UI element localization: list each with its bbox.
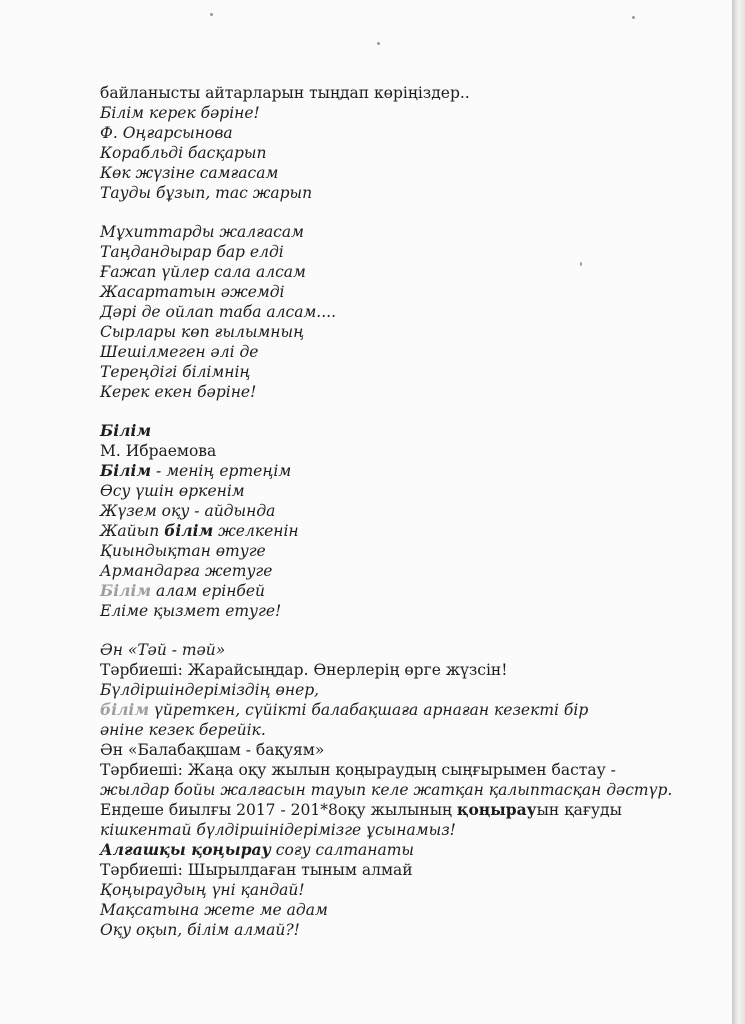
line-rest: соғу салтанаты: [270, 841, 415, 859]
poem-line: Қоңыраудың үні қандай!: [100, 881, 305, 899]
faded-word: білім: [100, 700, 150, 719]
text-line: [100, 840, 720, 860]
faded-word: Білім: [100, 581, 152, 600]
page-edge: [734, 0, 745, 1024]
stanza-gap: [100, 402, 720, 421]
poem-line: Оқу оқып, білім алмай?!: [100, 921, 300, 939]
poem-line: Ғажап үйлер сала алсам: [100, 263, 306, 281]
text-line: [100, 800, 720, 820]
bold-word: қоңырау: [456, 800, 537, 819]
line-start: Ендеше биылғы 2017 - 201*8оқу жылының: [100, 801, 457, 819]
poem-line: Корабльді басқарып: [100, 144, 267, 162]
poem-line: Армандарға жетуге: [100, 562, 273, 580]
poem-line: Көк жүзіне самғасам: [100, 164, 279, 182]
text-line: Тәрбиеші: Жарайсыңдар. Өнерлерің өрге жүзсін!: [100, 661, 508, 679]
document-body: [100, 83, 720, 940]
scan-speck: [377, 42, 380, 45]
poem-line: Қиындықтан өтуге: [100, 542, 266, 560]
text-line: кішкентай бүлдіршінідерімізге ұсынамыз!: [100, 821, 456, 839]
bold-phrase: Алғашқы қоңырау: [100, 840, 271, 859]
poem-line: Таңдандырар бар елді: [100, 243, 284, 261]
line-rest: ын қағуды: [536, 801, 622, 819]
poem-line: Жасартатын әжемді: [100, 283, 285, 301]
text-line: Тәрбиеші: Жаңа оқу жылын қоңыраудың сыңғырымен бастау -: [100, 761, 616, 779]
song-title: Ән «Балабақшам - бақуям»: [100, 741, 325, 759]
poem-line: Жүзем оқу - айдында: [100, 502, 276, 520]
text-line: Бүлдіршіндеріміздің өнер,: [100, 681, 320, 699]
line-rest: алам ерінбей: [151, 582, 266, 600]
line-rest: желкенін: [213, 522, 299, 540]
section-gap: [100, 621, 720, 640]
poem-line: [100, 521, 720, 541]
text-line: [100, 700, 720, 720]
line-rest: үйреткен, сүйікті балабақшаға арнаған кезекті бір: [149, 701, 589, 719]
author-line: Ф. Оңғарсынова: [100, 124, 233, 142]
poem-line: Шешілмеген әлі де: [100, 343, 259, 361]
text-line: Тәрбиеші: Шырылдаған тыным алмай: [100, 861, 413, 879]
poem-title: Білім: [100, 421, 152, 440]
author-line: М. Ибраемова: [100, 442, 217, 460]
line-start: Жайып: [100, 522, 165, 540]
song-title: Ән «Тәй - тәй»: [100, 641, 226, 659]
text-line: жылдар бойы жалғасын тауып келе жатқан қалыптасқан дәстүр.: [100, 781, 673, 799]
poem-line: Керек екен бәріне!: [100, 383, 257, 401]
poem-line: Тереңдігі білімнің: [100, 363, 251, 381]
poem-line: [100, 461, 720, 481]
bold-word: Білім: [100, 461, 152, 480]
poem-line: Өсу үшін өркенім: [100, 482, 245, 500]
poem-line: Еліме қызмет етуге!: [100, 602, 282, 620]
poem-line: Мұхиттарды жалғасам: [100, 223, 304, 241]
scan-speck: [210, 13, 213, 16]
text-line: байланысты айтарларын тыңдап көріңіздер..: [100, 84, 470, 102]
bold-word: білім: [164, 521, 214, 540]
poem-line: Дәрі де ойлап таба алсам....: [100, 303, 336, 321]
line-rest: - менің ертеңім: [151, 462, 292, 480]
text-line: әніне кезек берейік.: [100, 721, 266, 739]
poem-line: [100, 581, 720, 601]
poem-line: Тауды бұзып, тас жарып: [100, 184, 313, 202]
stanza-gap: [100, 203, 720, 222]
text-line: Білім керек бәріне!: [100, 104, 260, 122]
poem-line: Мақсатына жете ме адам: [100, 901, 328, 919]
scan-speck: [632, 16, 635, 19]
poem-line: Сырлары көп ғылымның: [100, 323, 305, 341]
